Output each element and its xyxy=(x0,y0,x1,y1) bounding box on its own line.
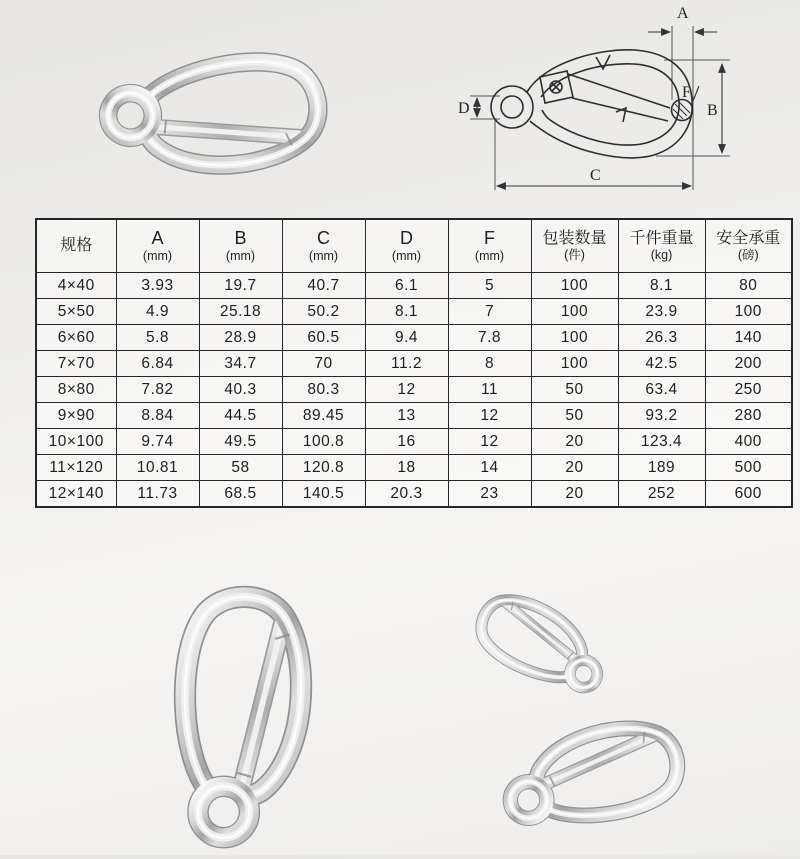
table-cell: 20 xyxy=(531,455,618,481)
table-cell: 20.3 xyxy=(365,481,448,508)
table-cell: 500 xyxy=(705,455,792,481)
table-cell: 11.73 xyxy=(116,481,199,508)
table-header-cell xyxy=(282,219,365,273)
table-cell: 23.9 xyxy=(618,299,705,325)
header-label: C xyxy=(317,228,330,249)
table-cell: 100 xyxy=(531,325,618,351)
table-header-cell xyxy=(36,219,116,273)
carabiner-image xyxy=(150,566,330,854)
table-cell: 14 xyxy=(448,455,531,481)
table-cell: 60.5 xyxy=(282,325,365,351)
header-unit: (mm) xyxy=(474,249,505,264)
table-header-cell xyxy=(199,219,282,273)
table-cell: 50 xyxy=(531,377,618,403)
table-header-cell xyxy=(448,219,531,273)
dim-label-d: D xyxy=(458,100,470,117)
table-cell: 34.7 xyxy=(199,351,282,377)
table-cell: 80.3 xyxy=(282,377,365,403)
dim-label-b: B xyxy=(707,102,718,119)
table-cell: 10.81 xyxy=(116,455,199,481)
table-cell: 40.7 xyxy=(282,273,365,299)
carabiner-image xyxy=(448,567,626,718)
header-unit: (mm) xyxy=(308,249,339,264)
table-cell: 50 xyxy=(531,403,618,429)
table-cell: 11×120 xyxy=(36,455,116,481)
spec-table-header xyxy=(36,219,792,273)
table-cell: 12×140 xyxy=(36,481,116,508)
header-label: F xyxy=(484,228,495,249)
header-unit: (mm) xyxy=(142,249,173,264)
table-cell: 9×90 xyxy=(36,403,116,429)
table-cell: 20 xyxy=(531,429,618,455)
carabiner-image xyxy=(82,15,357,212)
table-cell: 50.2 xyxy=(282,299,365,325)
table-cell: 26.3 xyxy=(618,325,705,351)
table-cell: 8 xyxy=(448,351,531,377)
table-cell: 9.74 xyxy=(116,429,199,455)
table-row xyxy=(36,429,792,455)
table-row xyxy=(36,403,792,429)
table-cell: 4.9 xyxy=(116,299,199,325)
table-header-row xyxy=(36,219,792,273)
table-header-cell xyxy=(116,219,199,273)
header-unit: (mm) xyxy=(225,249,256,264)
table-cell: 9.4 xyxy=(365,325,448,351)
table-cell: 8.1 xyxy=(365,299,448,325)
table-cell: 63.4 xyxy=(618,377,705,403)
header-label: 规格 xyxy=(60,236,93,254)
table-cell: 600 xyxy=(705,481,792,508)
table-cell: 58 xyxy=(199,455,282,481)
table-header-cell xyxy=(365,219,448,273)
table-cell: 3.93 xyxy=(116,273,199,299)
table-cell: 44.5 xyxy=(199,403,282,429)
photo-carabiner-bottom-left xyxy=(130,562,350,857)
spec-table xyxy=(35,218,793,508)
table-cell: 7 xyxy=(448,299,531,325)
table-cell: 7×70 xyxy=(36,351,116,377)
table-cell: 89.45 xyxy=(282,403,365,429)
photo-carabiner-bottom-right-large xyxy=(425,698,770,853)
table-cell: 140 xyxy=(705,325,792,351)
carabiner-image xyxy=(487,695,708,856)
header-label: 包装数量 xyxy=(542,229,607,247)
table-cell: 100.8 xyxy=(282,429,365,455)
table-cell: 7.8 xyxy=(448,325,531,351)
spec-table-body xyxy=(36,273,792,508)
table-cell: 400 xyxy=(705,429,792,455)
header-unit: (mm) xyxy=(391,249,422,264)
header-label: D xyxy=(400,228,413,249)
header-unit: (磅) xyxy=(737,248,759,262)
table-cell: 40.3 xyxy=(199,377,282,403)
table-cell: 49.5 xyxy=(199,429,282,455)
photo-carabiner-top-left xyxy=(60,14,380,214)
table-cell: 11.2 xyxy=(365,351,448,377)
table-row xyxy=(36,273,792,299)
table-row xyxy=(36,351,792,377)
table-cell: 100 xyxy=(705,299,792,325)
table-cell: 13 xyxy=(365,403,448,429)
dim-label-f: F xyxy=(682,84,691,101)
dim-label-a: A xyxy=(677,5,689,22)
table-row xyxy=(36,377,792,403)
table-cell: 10×100 xyxy=(36,429,116,455)
table-cell: 6.84 xyxy=(116,351,199,377)
table-row xyxy=(36,299,792,325)
table-cell: 123.4 xyxy=(618,429,705,455)
table-cell: 20 xyxy=(531,481,618,508)
table-cell: 18 xyxy=(365,455,448,481)
table-row xyxy=(36,325,792,351)
table-cell: 19.7 xyxy=(199,273,282,299)
table-cell: 250 xyxy=(705,377,792,403)
table-row xyxy=(36,455,792,481)
table-cell: 16 xyxy=(365,429,448,455)
table-cell: 42.5 xyxy=(618,351,705,377)
table-cell: 4×40 xyxy=(36,273,116,299)
table-cell: 6.1 xyxy=(365,273,448,299)
table-cell: 100 xyxy=(531,299,618,325)
table-cell: 70 xyxy=(282,351,365,377)
dim-label-c: C xyxy=(590,167,601,184)
header-label: B xyxy=(234,228,247,249)
table-cell: 12 xyxy=(448,403,531,429)
table-header-cell xyxy=(705,219,792,273)
table-cell: 252 xyxy=(618,481,705,508)
table-cell: 8×80 xyxy=(36,377,116,403)
header-label: 安全承重 xyxy=(716,229,781,247)
technical-drawing xyxy=(450,0,800,208)
table-cell: 5.8 xyxy=(116,325,199,351)
table-cell: 80 xyxy=(705,273,792,299)
table-cell: 28.9 xyxy=(199,325,282,351)
table-cell: 140.5 xyxy=(282,481,365,508)
table-cell: 68.5 xyxy=(199,481,282,508)
table-cell: 25.18 xyxy=(199,299,282,325)
table-cell: 189 xyxy=(618,455,705,481)
table-cell: 93.2 xyxy=(618,403,705,429)
header-unit: (kg) xyxy=(650,248,673,262)
table-cell: 200 xyxy=(705,351,792,377)
table-cell: 8.84 xyxy=(116,403,199,429)
photo-carabiner-bottom-right-small xyxy=(415,568,660,718)
header-unit: (件) xyxy=(564,248,585,262)
header-label: A xyxy=(151,228,164,249)
table-header-cell xyxy=(531,219,618,273)
table-cell: 11 xyxy=(448,377,531,403)
table-cell: 5×50 xyxy=(36,299,116,325)
table-header-cell xyxy=(618,219,705,273)
table-cell: 12 xyxy=(448,429,531,455)
table-cell: 7.82 xyxy=(116,377,199,403)
table-cell: 6×60 xyxy=(36,325,116,351)
table-cell: 280 xyxy=(705,403,792,429)
table-cell: 5 xyxy=(448,273,531,299)
table-row xyxy=(36,481,792,508)
table-cell: 8.1 xyxy=(618,273,705,299)
table-cell: 100 xyxy=(531,351,618,377)
table-cell: 23 xyxy=(448,481,531,508)
header-label: 千件重量 xyxy=(629,229,694,247)
table-cell: 100 xyxy=(531,273,618,299)
table-cell: 120.8 xyxy=(282,455,365,481)
table-cell: 12 xyxy=(365,377,448,403)
